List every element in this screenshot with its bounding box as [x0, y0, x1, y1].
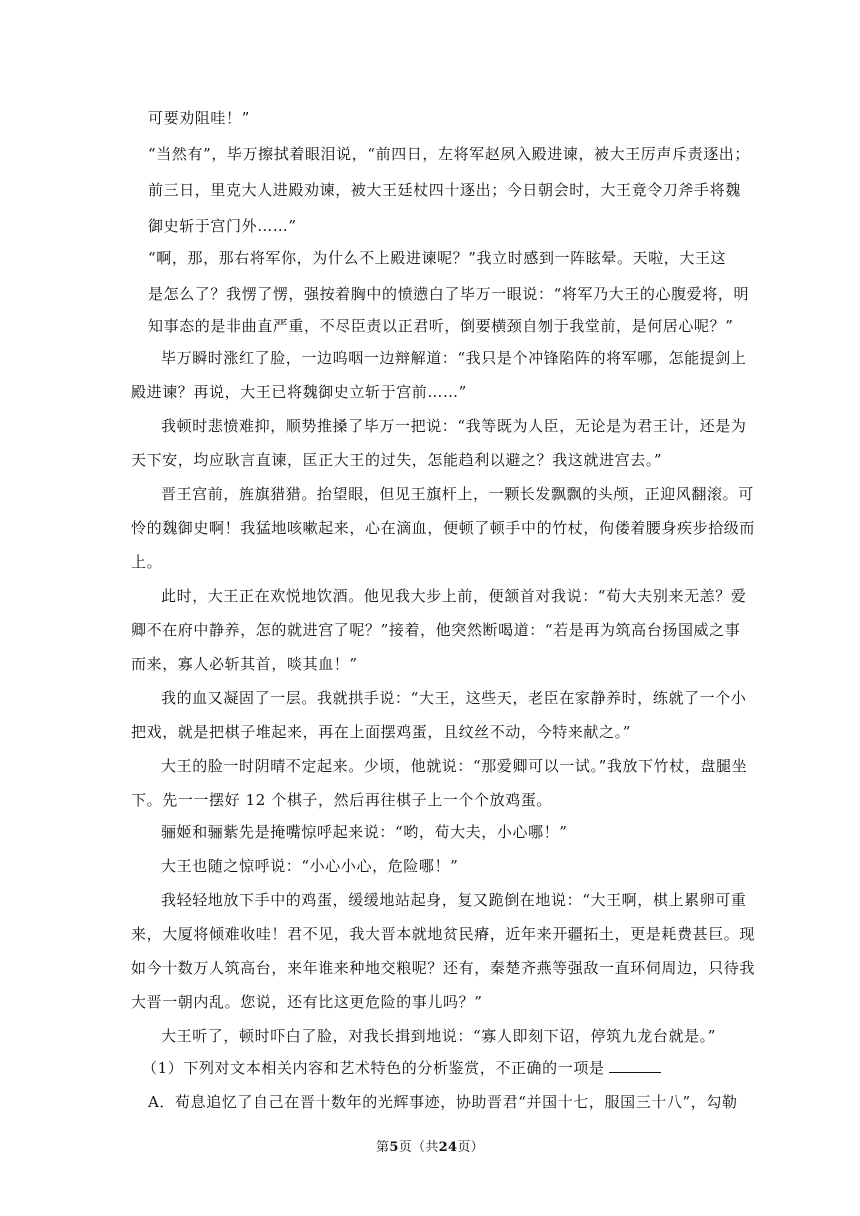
option-line: A．荀息追忆了自己在晋十数年的光辉事迹，协助晋君“并国十七，服国三十八”，勾勒 — [148, 1093, 738, 1111]
text-line: 毕万瞬时涨红了脸，一边呜咽一边辩解道：“我只是个冲锋陷阵的将军哪，怎能提剑上 — [161, 349, 747, 367]
text-line: 骊姬和骊紫先是掩嘴惊呼起来说：“哟，荀大夫，小心哪！” — [161, 823, 568, 841]
text-line: 知事态的是非曲直严重，不尽臣责以正君听，倒要横颈自刎于我堂前，是何居心呢？” — [148, 317, 734, 335]
text-line: 大王也随之惊呼说：“小心小心，危险哪！” — [161, 857, 459, 875]
text-line: 我的血又凝固了一层。我就拱手说：“大王，这些天，老臣在家静养时，练就了一个小 — [161, 689, 747, 707]
text-line: 此时，大王正在欢悦地饮酒。他见我大步上前，便颔首对我说：“荀大夫别来无恙？爱 — [161, 587, 747, 605]
text-line: 是怎么了？我愣了愣，强按着胸中的愤懑白了毕万一眼说：“将军乃大王的心腹爱将，明 — [148, 285, 750, 303]
text-line: 天下安，均应耿言直谏，匡正大王的过失，怎能趋利以避之？我这就进宫去。” — [131, 451, 663, 469]
text-line: 大王听了，顿时吓白了脸，对我长揖到地说：“寡人即刻下诏，停筑九龙台就是。” — [161, 1027, 717, 1045]
text-line: 殿进谏？再说，大王已将魏御史立斩于宫前……” — [131, 383, 467, 401]
text-line: “当然有”，毕万擦拭着眼泪说，“前四日，左将军赵夙入殿进谏，被大王厉声斥责逐出； — [148, 145, 751, 163]
text-line: 怜的魏御史啊！我猛地咳嗽起来，心在滴血，便顿了顿手中的竹杖，佝偻着腰身疾步拾级而 — [131, 519, 756, 537]
question-line — [142, 1058, 661, 1078]
footer-middle: 页（共 — [398, 1140, 439, 1155]
text-line: 来，大厦将倾难收哇！君不见，我大晋本就地贫民瘠，近年来开疆拓土，更是耗费甚巨。现 — [131, 925, 756, 943]
total-pages: 24 — [438, 1140, 458, 1155]
answer-blank — [609, 1058, 661, 1073]
question-text: （1）下列对文本相关内容和艺术特色的分析鉴赏，不正确的一项是 — [142, 1059, 605, 1077]
text-line: 卿不在府中静养，怎的就进宫了呢？”接着，他突然断喝道：“若是再为筑高台扬国威之事 — [131, 621, 741, 639]
text-line: 如今十数万人筑高台，来年谁来种地交粮呢？还有，秦楚齐燕等强敌一直环伺周边，只待我 — [131, 959, 756, 977]
text-line: 而来，寡人必斩其首，啖其血！” — [131, 655, 358, 673]
text-line: 前三日，里克大人进殿劝谏，被大王廷杖四十逐出；今日朝会时，大王竟令刀斧手将魏 — [148, 181, 741, 199]
text-line: 上。 — [131, 553, 163, 571]
text-line: 下。先一一摆好 12 个棋子，然后再往棋子上一个个放鸡蛋。 — [131, 791, 553, 809]
text-line: 我顿时悲愤难抑，顺势推搡了毕万一把说：“我等既为人臣，无论是为君王计，还是为 — [161, 417, 747, 435]
page-number: 5 — [389, 1140, 399, 1155]
text-line: 御史斩于宫门外……” — [148, 217, 297, 235]
text-line: 把戏，就是把棋子堆起来，再在上面摆鸡蛋，且纹丝不动，今特来献之。” — [131, 723, 631, 741]
text-line: 大晋一朝内乱。您说，还有比这更危险的事儿吗？” — [131, 993, 483, 1011]
text-line: “啊，那，那右将军你，为什么不上殿进谏呢？”我立时感到一阵眩晕。天啦，大王这 — [148, 249, 727, 267]
text-line: 我轻轻地放下手中的鸡蛋，缓缓地站起身，复又跪倒在地说：“大王啊，棋上累卵可重 — [161, 891, 747, 909]
footer-prefix: 第 — [376, 1140, 390, 1155]
text-line: 大王的脸一时阴晴不定起来。少顷，他就说：“那爱卿可以一试。”我放下竹杖，盘腿坐 — [161, 757, 748, 775]
text-line: 可要劝阻哇！” — [148, 109, 250, 127]
footer-suffix: 页） — [457, 1140, 484, 1155]
text-line: 晋王宫前，旌旗猎猎。抬望眼，但见王旗杆上，一颗长发飘飘的头颅，正迎风翻滚。可 — [161, 485, 754, 503]
page-footer — [0, 1140, 860, 1156]
